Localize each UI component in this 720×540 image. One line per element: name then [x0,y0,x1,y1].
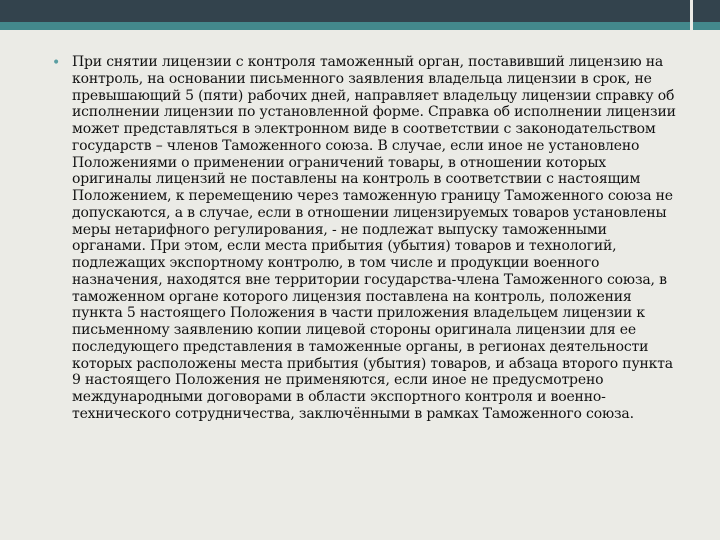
accent-stripe [0,22,720,30]
bullet-text: При снятии лицензии с контроля таможенный орган, поставивший лицензию на контроль, на основании письменного заявления владельца лицензии в срок, не превышающий 5 (пяти) рабочих дней, направляет владельцу лицензии справку об исполнении лицензии по установленной форме. Справка об исполнении лицензии может представляться в электронном виде в соответствии с законодательством государств – членов Таможенного союза. В случае, если иное не установлено Положениями о применении ограничений товары, в отношении которых оригиналы лицензий не поставлены на контроль в соответствии с настоящим Положением, к перемещению через таможенную границу Таможенного союза не допускаются, а в случае, если в отношении лицензируемых товаров установлены меры нетарифного регулирования, - не подлежат выпуску таможенными органами. При этом, если места прибытия (убытия) товаров и технологий, подлежащих экспортному контролю, в том числе и продукции военного назначения, находятся вне территории государства-члена Таможенного союза, в таможенном органе которого лицензия поставлена на контроль, положения пункта 5 настоящего Положения в части приложения владельцем лицензии к письменному заявлению копии лицевой стороны оригинала лицензии для ее последующего представления в таможенные органы, в регионах деятельности которых расположены места прибытия (убытия) товаров, и абзаца второго пункта 9 настоящего Положения не применяются, если иное не предусмотрено международными договорами в области экспортного контроля и военно-технического сотрудничества, заключёнными в рамках Таможенного союза. [72,54,676,422]
slide-content [52,54,684,423]
header-notch [690,0,693,30]
bullet-item [52,54,684,423]
header-band [0,0,720,22]
bullet-icon: • [52,55,61,71]
